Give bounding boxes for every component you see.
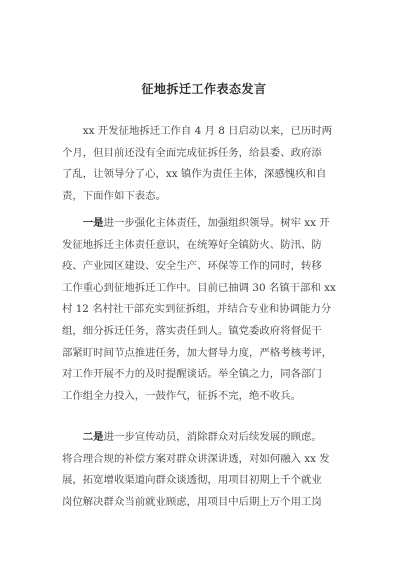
text-line (62, 213, 350, 235)
paragraph-point-one (62, 213, 350, 407)
paragraph-lead: 一是 (82, 217, 104, 229)
text-line: 村 12 名村社干部充实到征拆组，并结合专业和协调能力分 (62, 303, 332, 316)
paragraph-intro (62, 121, 350, 207)
text-line: 责，下面作如下表态。 (62, 189, 166, 202)
text-line: 疫、产业园区建设、安全生产、环保等工作的同时，转移 (62, 260, 322, 273)
paragraph-first-line: 进一步宣传动员，消除群众对后续发展的顾虑。 (103, 431, 322, 443)
text-line: 部紧盯时间节点推进任务，加大督导力度，严格考核考评， (62, 346, 333, 359)
paragraph-first-line: 进一步强化主体责任，加强组织领导。树牢 xx 开 (103, 217, 330, 229)
text-line: 展，拓宽增收渠道向群众谈透彻，用项目初期上千个就业 (62, 474, 322, 487)
text-line (62, 427, 350, 449)
text-line: 了乱，让领导分了心，xx 镇作为责任主体，深感愧疚和自 (62, 168, 327, 181)
document-title: 征地拆迁工作表态发言 (141, 82, 267, 96)
text-line: 工作组全力投入，一鼓作气，征拆不完，绝不收兵。 (62, 389, 301, 402)
text-line: 对工作开展不力的及时提醒谈话。举全镇之力，同各部门 (62, 368, 322, 381)
paragraph-point-two (62, 427, 350, 513)
paragraph-lead: 二是 (82, 431, 104, 443)
text-line: 工作重心到征地拆迁工作中。目前已抽调 30 名镇干部和 xx (62, 281, 336, 294)
text-line: 发征地拆迁主体责任意识，在统筹好全镇防火、防汛、防 (62, 238, 322, 251)
text-line: 将合理合规的补偿方案对群众讲深讲透，对如何融入 xx 发 (62, 452, 330, 465)
text-line: 个月，但目前还没有全面完成征拆任务，给县委、政府添 (62, 146, 322, 159)
text-line: 组，细分拆迁任务，落实责任到人。镇党委政府将督促干 (62, 324, 322, 337)
text-line: 岗位解决群众当前就业顾虑，用项目中后期上万个用工岗 (62, 495, 322, 508)
text-line: xx 开发征地拆迁工作自 4 月 8 日启动以来，已历时两 (62, 125, 333, 137)
